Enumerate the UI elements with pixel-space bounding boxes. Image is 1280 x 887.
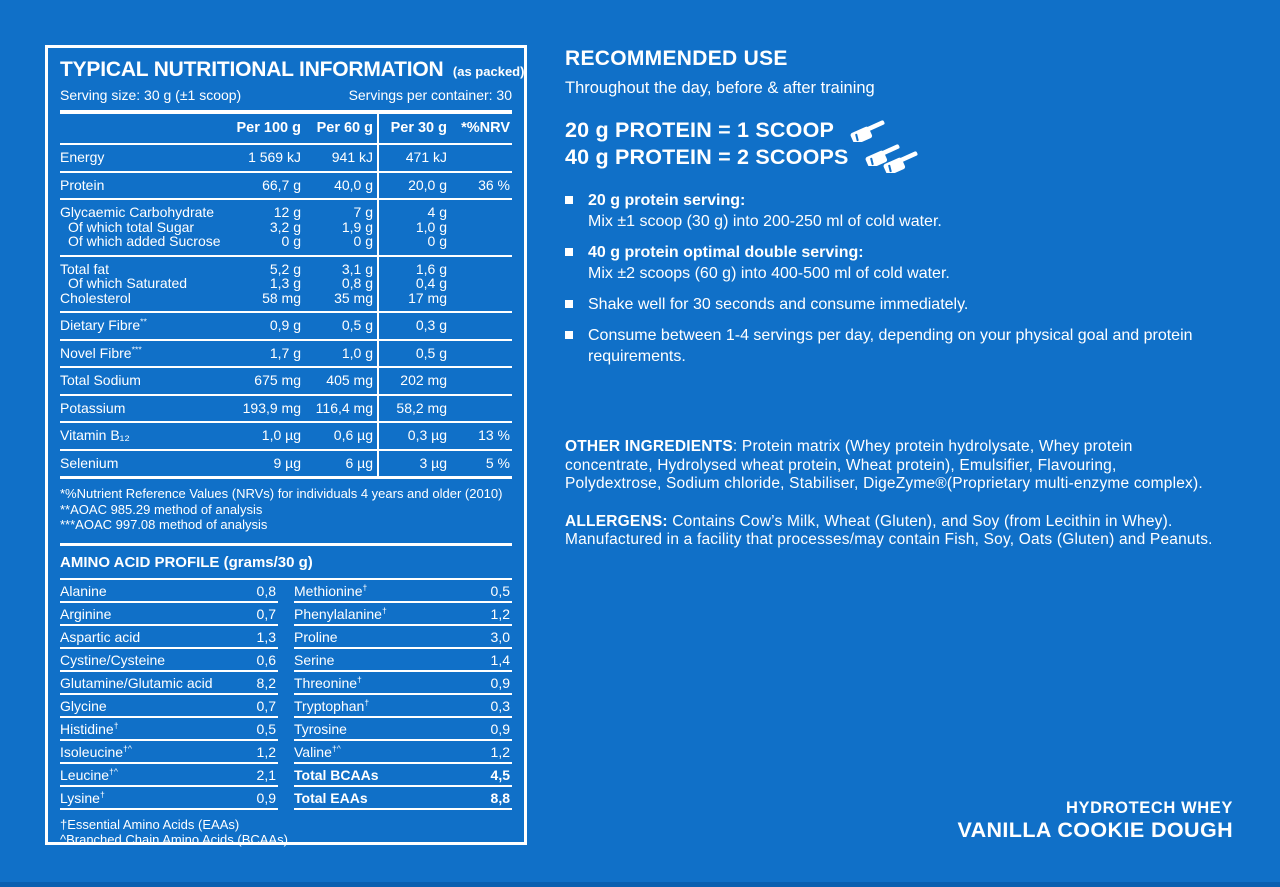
nutrient-label-line: Energy <box>60 149 105 165</box>
nutrient-nrv-cell <box>449 318 512 333</box>
amino-name: Methionine† <box>294 581 368 599</box>
nutrient-label-line: Of which total Sugar <box>68 218 195 235</box>
nutrient-label <box>60 373 222 388</box>
nutrient-nrv-cell <box>449 428 512 443</box>
nutrient-value: 58 mg <box>262 289 301 306</box>
amino-name: Glutamine/Glutamic acid <box>60 674 213 691</box>
nutrition-row <box>60 198 512 255</box>
table-column-divider <box>377 114 379 476</box>
nutrient-label <box>60 318 222 333</box>
nutrient-value: 1,0 g <box>415 218 447 235</box>
square-bullet-icon <box>565 196 573 204</box>
footnote-line: *%Nutrient Reference Values (NRVs) for individuals 4 years and older (2010) <box>60 486 503 501</box>
amino-name: Cystine/Cysteine <box>60 651 166 668</box>
amino-value: 0,9 <box>490 674 510 691</box>
nutrient-value: 5,2 g <box>269 260 301 277</box>
square-bullet-icon <box>565 248 573 256</box>
bullet-text: Consume between 1-4 servings per day, depending on your physical goal and protein requirements. <box>588 327 1193 365</box>
nutrient-nrv-cell <box>449 205 512 249</box>
amino-row <box>294 626 512 649</box>
scoop-icon <box>879 145 921 173</box>
amino-row <box>60 741 278 764</box>
nutrition-col-header: Per 60 g <box>316 120 373 136</box>
nutrient-nrv-value: 13 % <box>478 427 510 443</box>
nutrient-label <box>60 150 222 165</box>
amino-name: Aspartic acid <box>60 628 141 645</box>
nutrient-nrv-cell <box>449 373 512 388</box>
nutrient-value-cell <box>375 178 449 193</box>
amino-value: 0,5 <box>490 582 510 599</box>
amino-name: Total BCAAs <box>294 766 379 783</box>
nutrition-row <box>60 311 512 339</box>
nutrient-label-line: Novel Fibre*** <box>60 343 142 361</box>
nutrient-value: 0,6 µg <box>333 427 373 443</box>
other-ingredients-paragraph: OTHER INGREDIENTS: Protein matrix (Whey protein hydrolysate, Whey protein concentrate, Hydrolysed wheat protein, Wheat protein), Emulsifier, Flavouring, Polydextrose, Sodium chloride, Stabiliser, DigeZyme®(Proprietary multi-enzyme complex). <box>565 438 1203 492</box>
amino-value: 2,1 <box>256 766 276 783</box>
nutrient-value: 9 µg <box>273 454 301 471</box>
amino-row <box>294 580 512 603</box>
nutrient-value: 0,5 g <box>415 344 447 361</box>
nutrient-value-cell <box>222 428 303 443</box>
nutrient-value: 675 mg <box>254 372 301 388</box>
nutrient-value: 6 µg <box>345 454 373 471</box>
amino-value: 3,0 <box>490 628 510 645</box>
serving-info-row <box>60 87 512 103</box>
nutrient-value-cell <box>375 262 449 306</box>
amino-name: Alanine <box>60 582 107 599</box>
amino-value: 0,7 <box>256 697 276 714</box>
nutrient-value-cell <box>222 373 303 388</box>
nutrient-value: 471 kJ <box>405 149 447 165</box>
nutrient-value-cell <box>303 373 375 388</box>
nutrient-nrv-cell <box>449 150 512 165</box>
nutrition-row <box>60 171 512 199</box>
amino-column-left <box>60 580 278 810</box>
nutrient-value: 3,2 g <box>269 218 301 235</box>
nutrient-label <box>60 343 222 361</box>
amino-row <box>60 787 278 810</box>
square-bullet-icon <box>565 331 573 339</box>
nutrient-value: 941 kJ <box>331 149 373 165</box>
nutrient-label-line: Of which added Sucrose <box>68 233 221 249</box>
amino-row <box>60 718 278 741</box>
amino-row <box>60 695 278 718</box>
nutrient-value-cell <box>375 346 449 361</box>
usage-bullet <box>565 242 1215 284</box>
recommended-use-section <box>565 47 1215 550</box>
nutrient-value: 3,1 g <box>341 260 373 277</box>
bullet-text: 40 g protein optimal double serving: Mix ±2 scoops (60 g) into 400-500 ml of cold water. <box>588 244 950 282</box>
product-name: HYDROTECH WHEY <box>1066 799 1233 817</box>
amino-name: Serine <box>294 651 335 668</box>
nutrient-value-cell <box>303 205 375 249</box>
scoop-equation-text: 20 g PROTEIN = 1 SCOOP <box>565 118 835 142</box>
nutrient-value: 40,0 g <box>334 176 373 193</box>
nutrient-value: 1,0 g <box>341 344 373 361</box>
usage-bullet-list <box>565 190 1215 367</box>
amino-value: 1,2 <box>256 743 276 760</box>
nutrient-value: 1,7 g <box>269 344 301 361</box>
nutrient-value: 58,2 mg <box>396 399 447 416</box>
nutrient-label-line: Protein <box>60 176 105 193</box>
nutrient-value: 20,0 g <box>408 176 447 193</box>
amino-row <box>294 672 512 695</box>
nutrient-value: 7 g <box>353 204 373 220</box>
footnote-line: †Essential Amino Acids (EAAs) <box>60 816 240 832</box>
nutrition-table-body <box>60 143 512 476</box>
nutrition-table-header <box>60 114 512 143</box>
amino-name: Phenylalanine† <box>294 604 387 622</box>
nutrition-table <box>60 110 512 479</box>
nutrient-value-cell <box>222 456 303 471</box>
nutrient-value-cell <box>375 428 449 443</box>
nutrient-value-cell <box>303 401 375 416</box>
nutrient-label <box>60 428 222 443</box>
nutrient-value: 0,9 g <box>269 317 301 333</box>
amino-name: Glycine <box>60 697 107 714</box>
nutrient-value: 35 mg <box>334 289 373 306</box>
recommended-use-subtitle: Throughout the day, before & after training <box>565 79 875 97</box>
product-brand <box>957 799 1233 843</box>
nutrition-panel <box>45 45 527 845</box>
allergens-paragraph: ALLERGENS: Contains Cow’s Milk, Wheat (Gluten), and Soy (from Lecithin in Whey). Manufactured in a facility that processes/may contain Fish, Soy, Oats (Gluten) and Peanuts. <box>565 512 1213 548</box>
scoop-equation-text: 40 g PROTEIN = 2 SCOOPS <box>565 145 849 169</box>
nutrient-label-line: Dietary Fibre** <box>60 316 147 333</box>
nutrient-value: 1,3 g <box>269 275 301 291</box>
amino-row <box>60 603 278 626</box>
nutrition-col-spacer <box>60 120 222 136</box>
amino-row <box>60 672 278 695</box>
nutrition-row <box>60 143 512 171</box>
nutrient-value-cell <box>303 262 375 306</box>
nutrient-value-cell <box>375 373 449 388</box>
nutrition-row <box>60 449 512 477</box>
nutrient-value: 0 g <box>427 233 447 249</box>
amino-name: Total EAAs <box>294 789 368 806</box>
nutrition-col-header: Per 30 g <box>390 120 447 136</box>
usage-bullet <box>565 325 1215 367</box>
amino-acid-profile-title: AMINO ACID PROFILE (grams/30 g) <box>60 546 512 580</box>
amino-footnotes <box>60 817 512 848</box>
amino-name: Threonine† <box>294 673 362 691</box>
nutrition-row <box>60 421 512 449</box>
nrv-footnotes <box>60 486 512 533</box>
amino-name: Tryptophan† <box>294 696 370 714</box>
nutrient-label-line: Glycaemic Carbohydrate <box>60 204 215 220</box>
nutrient-nrv-cell <box>449 346 512 361</box>
nutrient-label <box>60 262 222 306</box>
nutrient-value: 0,8 g <box>341 275 373 291</box>
amino-name: Arginine <box>60 605 112 622</box>
amino-value: 0,9 <box>256 789 276 806</box>
nutrient-value: 0 g <box>281 233 301 249</box>
scoop-equation <box>565 144 1215 171</box>
nutrient-value-cell <box>303 178 375 193</box>
nutrient-value-cell <box>375 205 449 249</box>
nutrient-value-cell <box>222 178 303 193</box>
amino-row <box>60 649 278 672</box>
nutrient-value: 0,5 g <box>341 317 373 333</box>
nutrition-row <box>60 366 512 394</box>
nutrient-value: 0 g <box>353 233 373 249</box>
nutrient-value: 0,3 µg <box>407 427 447 443</box>
nutrient-nrv-cell <box>449 456 512 471</box>
nutrient-label-line: Total Sodium <box>60 372 141 388</box>
nutrient-label <box>60 205 222 249</box>
nutrition-row <box>60 394 512 422</box>
amino-row <box>294 718 512 741</box>
nutrient-value-cell <box>222 401 303 416</box>
bullet-text: Shake well for 30 seconds and consume immediately. <box>588 296 969 313</box>
nutrient-value: 0,3 g <box>415 317 447 333</box>
nutrient-value: 1,9 g <box>341 218 373 235</box>
nutrient-value: 17 mg <box>408 289 447 306</box>
footnote-line: ***AOAC 997.08 method of analysis <box>60 517 268 532</box>
nutrient-label <box>60 401 222 416</box>
amino-column-right <box>294 580 512 810</box>
amino-name: Isoleucine†^ <box>60 742 132 760</box>
nutrient-value-cell <box>222 205 303 249</box>
amino-value: 1,4 <box>490 651 510 668</box>
nutrition-row <box>60 255 512 312</box>
nutrient-value: 116,4 mg <box>315 399 373 416</box>
nutrient-label-line: Of which Saturated <box>68 275 188 291</box>
amino-value: 8,2 <box>256 674 276 691</box>
amino-value: 0,5 <box>256 720 276 737</box>
nutrient-value: 4 g <box>427 204 447 220</box>
nutrient-value-cell <box>375 150 449 165</box>
nutrient-nrv-cell <box>449 178 512 193</box>
nutrient-value-cell <box>375 401 449 416</box>
nutrient-value-cell <box>303 150 375 165</box>
footnote-line: **AOAC 985.29 method of analysis <box>60 501 263 517</box>
amino-row <box>294 649 512 672</box>
nutrient-value: 193,9 mg <box>242 399 301 416</box>
amino-row <box>60 580 278 603</box>
nutrient-value-cell <box>222 262 303 306</box>
amino-value: 1,2 <box>490 743 510 760</box>
nutrient-value: 1,6 g <box>415 260 447 277</box>
nutrition-panel-title-row <box>60 58 525 82</box>
nutrient-value-cell <box>303 346 375 361</box>
nutrient-value: 1 569 kJ <box>248 149 301 165</box>
nutrient-label-line: Selenium <box>60 454 119 471</box>
nutrient-value: 405 mg <box>326 372 373 388</box>
serving-size-text: Serving size: 30 g (±1 scoop) <box>60 87 242 103</box>
scoop-icons <box>861 138 921 173</box>
nutrient-value: 202 mg <box>400 372 447 388</box>
servings-per-container-text: Servings per container: 30 <box>348 87 512 103</box>
amino-row <box>294 787 512 810</box>
product-flavour: VANILLA COOKIE DOUGH <box>957 818 1233 842</box>
scoop-equations <box>565 117 1215 171</box>
amino-row <box>60 626 278 649</box>
amino-value: 1,3 <box>256 628 276 645</box>
nutrition-col-header: *%NRV <box>461 120 510 136</box>
nutrient-value-cell <box>375 456 449 471</box>
nutrient-label-line: Total fat <box>60 260 110 277</box>
nutrient-label <box>60 456 222 471</box>
amino-name: Lysine† <box>60 788 105 806</box>
nutrition-row <box>60 339 512 367</box>
nutrient-value: 0,4 g <box>415 275 447 291</box>
usage-bullet <box>565 190 1215 232</box>
nutrient-value-cell <box>222 150 303 165</box>
nutrient-value-cell <box>222 318 303 333</box>
recommended-use-title: RECOMMENDED USE <box>565 47 788 70</box>
nutrient-value-cell <box>375 318 449 333</box>
nutrient-value: 1,0 µg <box>261 427 301 443</box>
nutrient-value-cell <box>303 318 375 333</box>
nutrient-label-line: Cholesterol <box>60 289 131 306</box>
nutrient-label <box>60 178 222 193</box>
amino-value: 1,2 <box>490 605 510 622</box>
amino-value: 0,3 <box>490 697 510 714</box>
nutrition-title-suffix: (as packed) <box>452 64 525 79</box>
amino-row <box>294 741 512 764</box>
amino-value: 0,9 <box>490 720 510 737</box>
amino-value: 8,8 <box>490 789 510 806</box>
amino-value: 0,6 <box>256 651 276 668</box>
nutrient-label-line: Potassium <box>60 399 126 416</box>
amino-name: Proline <box>294 628 338 645</box>
square-bullet-icon <box>565 300 573 308</box>
nutrient-label-line: Vitamin B₁₂ <box>60 427 130 443</box>
nutrient-value-cell <box>303 456 375 471</box>
nutrition-title: TYPICAL NUTRITIONAL INFORMATION <box>60 58 444 81</box>
amino-name: Tyrosine <box>294 720 347 737</box>
amino-row <box>294 764 512 787</box>
footnote-line: ^Branched Chain Amino Acids (BCAAs) <box>60 832 288 847</box>
nutrient-value: 3 µg <box>419 454 447 471</box>
amino-acid-table <box>60 580 512 810</box>
nutrient-value-cell <box>222 346 303 361</box>
amino-value: 4,5 <box>490 766 510 783</box>
bullet-text: 20 g protein serving: Mix ±1 scoop (30 g) into 200-250 ml of cold water. <box>588 192 942 230</box>
nutrient-nrv-cell <box>449 401 512 416</box>
nutrient-value-cell <box>303 428 375 443</box>
amino-name: Histidine† <box>60 719 119 737</box>
usage-bullet <box>565 294 1215 315</box>
amino-value: 0,7 <box>256 605 276 622</box>
amino-name: Valine†^ <box>294 742 341 760</box>
amino-row <box>294 695 512 718</box>
nutrient-nrv-value: 5 % <box>485 454 510 471</box>
bottom-strip <box>0 882 1280 887</box>
nutrient-nrv-value: 36 % <box>478 176 510 193</box>
nutrient-value: 12 g <box>273 204 301 220</box>
nutrient-value: 66,7 g <box>262 176 301 193</box>
amino-row <box>60 764 278 787</box>
amino-value: 0,8 <box>256 582 276 599</box>
nutrition-col-header: Per 100 g <box>236 120 301 136</box>
nutrient-nrv-cell <box>449 262 512 306</box>
amino-name: Leucine†^ <box>60 765 118 783</box>
amino-row <box>294 603 512 626</box>
